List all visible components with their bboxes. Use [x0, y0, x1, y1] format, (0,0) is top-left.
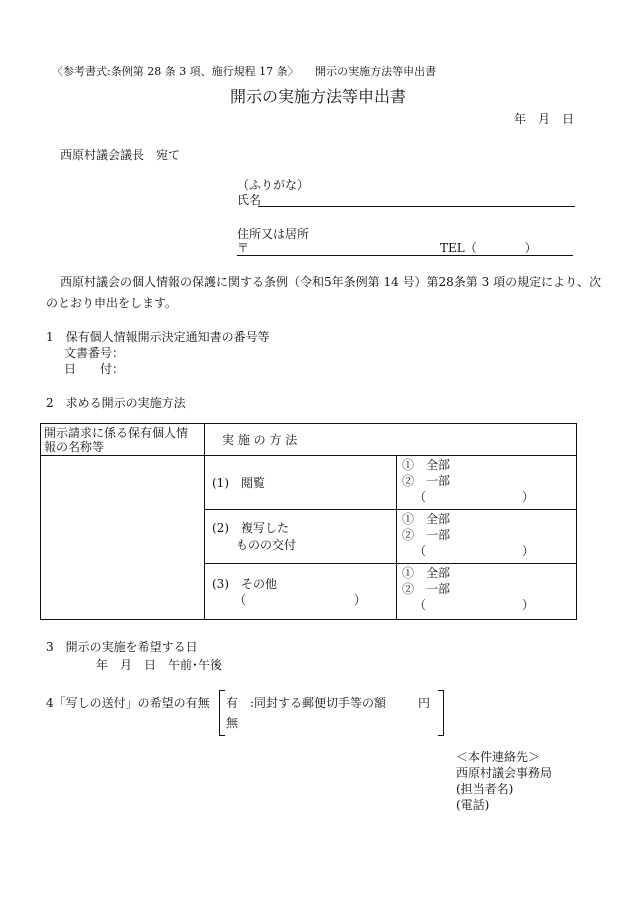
intro-line-1: 西原村議会の個人情報の保護に関する条例（令和5年条例第 14 号）第28条第 3 項の規定により、次 — [60, 275, 602, 289]
preferred-date-line[interactable]: 年 月 日 午前･午後 — [96, 658, 223, 672]
submission-date: 年 月 日 — [514, 112, 575, 126]
document-date-label: 日 付： — [64, 362, 125, 376]
table-col-divider-1 — [204, 423, 205, 620]
method-3-label: (3) その他 — [212, 577, 277, 591]
name-underline[interactable] — [258, 206, 575, 207]
section-2-heading: 2 求める開示の実施方法 — [46, 396, 186, 410]
addressee: 西原村議会議長 宛て — [60, 148, 181, 162]
section-4-heading: 4「写しの送付」の希望の有無 — [46, 696, 210, 710]
address-underline[interactable] — [237, 255, 573, 256]
table-col2-header: 実 施 の 方 法 — [222, 433, 298, 447]
method-2-option-part[interactable]: ② 一部 — [402, 528, 451, 542]
reference-note: 〈参考書式:条例第 28 条 3 項、施行規程 17 条〉 開示の実施方法等申出書 — [52, 65, 437, 78]
method-1-option-all[interactable]: ① 全部 — [402, 458, 451, 472]
document-title: 開示の実施方法等申出書 — [230, 87, 407, 106]
info-name-cell[interactable] — [44, 460, 199, 615]
method-3-detail[interactable]: （ ） — [234, 593, 367, 607]
method-2-option-all[interactable]: ① 全部 — [402, 512, 451, 526]
contact-office: 西原村議会事務局 — [456, 766, 553, 780]
send-copy-no[interactable]: 無 — [226, 716, 239, 730]
contact-heading: ＜本件連絡先＞ — [456, 750, 541, 764]
document-number-label: 文書番号： — [64, 346, 125, 360]
method-2-label-2: ものの交付 — [236, 538, 297, 552]
section-1-heading: 1 保有個人情報開示決定通知書の番号等 — [46, 330, 270, 344]
bracket-left — [219, 690, 225, 736]
method-2-label: (2) 複写した — [212, 521, 289, 535]
table-row-divider-1 — [204, 509, 577, 510]
method-2-part-detail[interactable]: （ ） — [414, 544, 535, 558]
table-col-divider-2 — [396, 455, 397, 620]
bracket-right — [438, 690, 444, 736]
method-3-option-part[interactable]: ② 一部 — [402, 582, 451, 596]
postal-mark: 〒 — [237, 241, 250, 255]
tel-label: TEL（ ） — [440, 241, 537, 255]
table-row-divider-2 — [204, 563, 577, 564]
name-label: 氏名 — [237, 193, 262, 207]
section-3-heading: 3 開示の実施を希望する日 — [46, 640, 198, 654]
method-1-part-detail[interactable]: （ ） — [414, 490, 535, 504]
contact-phone: (電話) — [456, 798, 490, 812]
send-copy-yes[interactable]: 有 :同封する郵便切手等の額 — [226, 696, 387, 710]
intro-line-2: のとおり申出をします。 — [46, 296, 178, 310]
method-1-label: (1) 閲覧 — [212, 476, 265, 490]
table-col1-header-2: 報の名称等 — [44, 440, 105, 454]
address-label: 住所又は居所 — [237, 227, 310, 241]
method-1-option-part[interactable]: ② 一部 — [402, 474, 451, 488]
method-3-option-all[interactable]: ① 全部 — [402, 566, 451, 580]
contact-person: (担当者名) — [456, 782, 514, 796]
table-col1-header-1: 開示請求に係る保有個人情 — [44, 426, 189, 440]
furigana-label: （ふりがな） — [237, 178, 310, 192]
table-header-divider — [40, 455, 577, 456]
method-3-part-detail[interactable]: （ ） — [414, 598, 535, 612]
yen-unit: 円 — [418, 696, 431, 710]
